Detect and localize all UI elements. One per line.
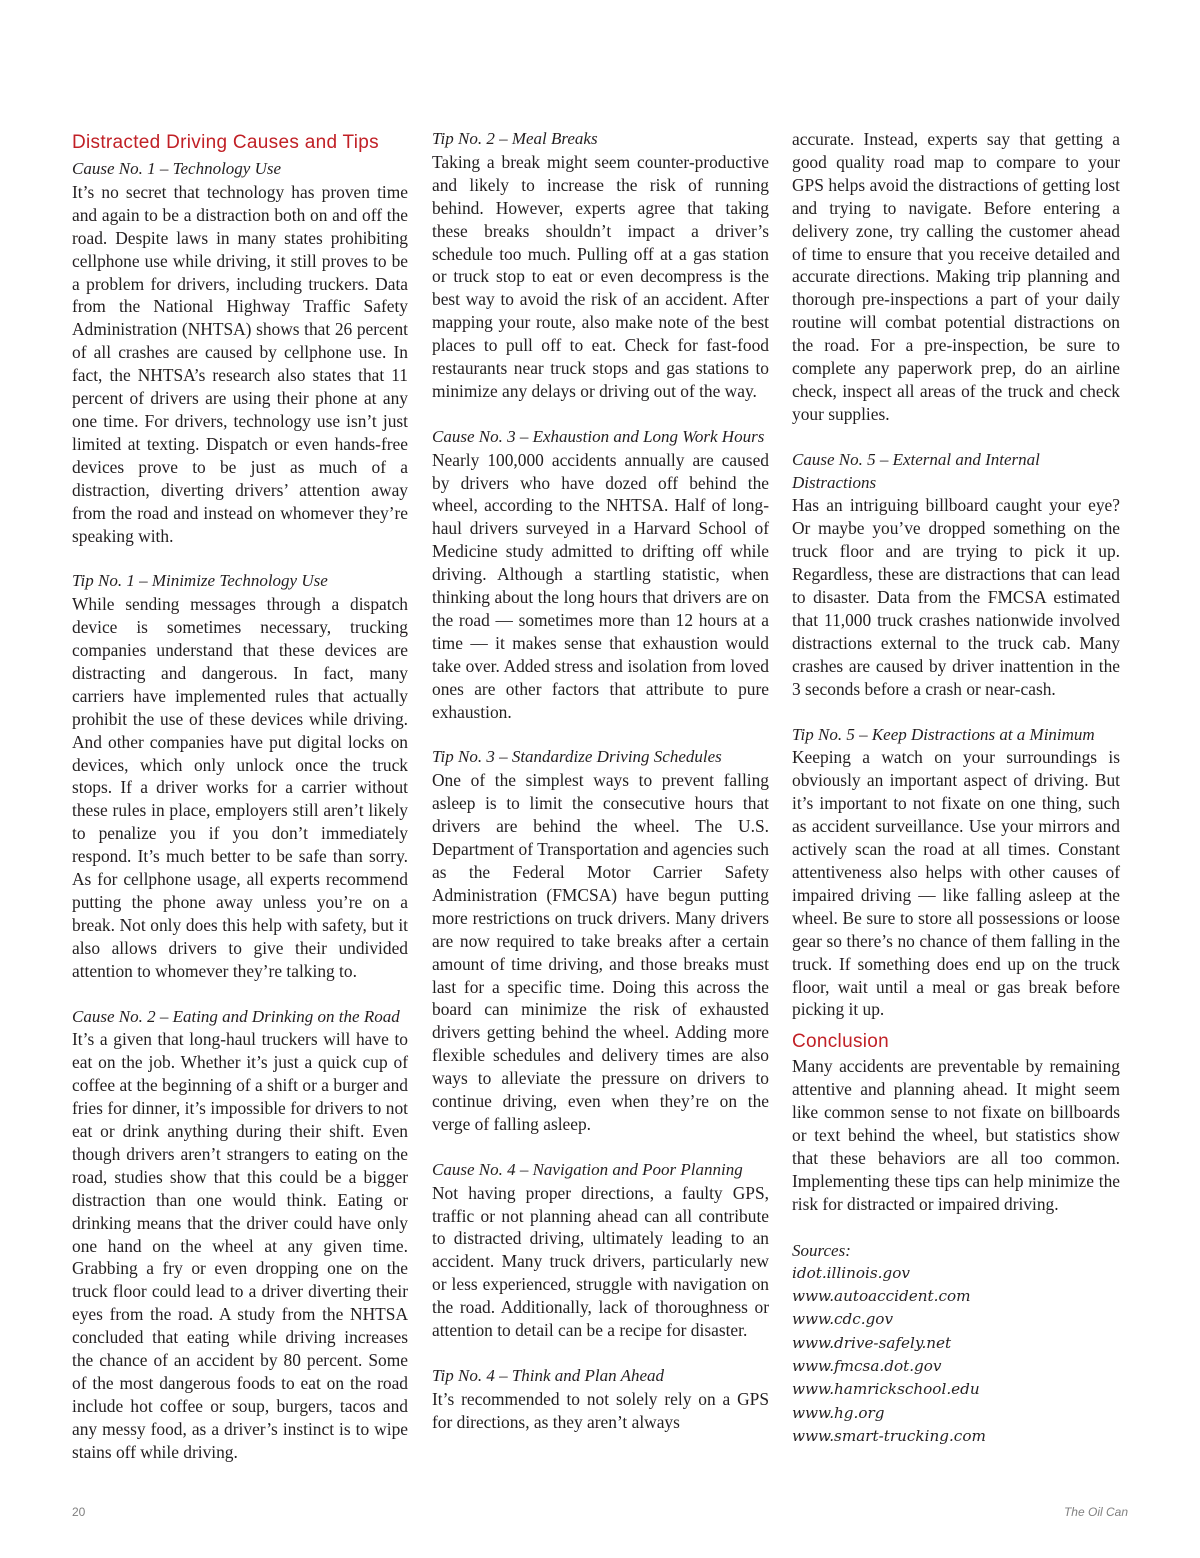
subheading: Tip No. 4 – Think and Plan Ahead <box>432 1365 665 1385</box>
paragraph-spacer <box>432 1342 769 1365</box>
paragraph-spacer <box>432 1136 769 1159</box>
body-paragraph: It’s a given that long-haul truckers will have to eat on the job. Whether it’s just a quick cup of coffee at the beginning of a shift or a burger and fries for dinner, it’s impossible for drivers to not eat or drink anything during their shift. Even though drivers aren’t strangers to eating on the road, studies show that this could be a bigger distraction than one would think. Eating or drinking means that the driver could have only one hand on the wheel at any given time. Grabbing a fry or even dropping one on the truck floor could lead to a driver diverting their eyes from the road. A study from the NHTSA concluded that eating while driving increases the chance of an accident by 80 percent. Some of the most dangerous foods to eat on the road include hot coffee or soup, burgers, tacos and any messy food, as a driver’s instinct is to wipe stains off while driving. <box>72 1029 408 1462</box>
source-link: www.hg.org <box>792 1403 885 1422</box>
publication-name: The Oil Can <box>1063 1505 1128 1519</box>
paragraph-spacer <box>432 724 769 747</box>
sources-label: Sources: <box>792 1240 851 1260</box>
body-paragraph: One of the simplest ways to prevent falling asleep is to limit the consecutive hours that drivers are behind the wheel. The U.S. Department of Transportation and agencies such as the Federal Motor Carrier Safety Administration (FMCSA) have begun putting more restrictions on truck drivers. Many drivers are now required to take breaks after a certain amount of time driving, and those breaks must last for a specific time. Doing this across the board can minimize the risk of exhausted drivers getting behind the wheel. Adding more flexible schedules and delivery times are also ways to alleviate the pressure on drivers to continue driving, even when they’re on the verge of falling asleep. <box>432 770 769 1134</box>
body-paragraph: It’s no secret that technology has proven time and again to be a distraction both on and off the road. Despite laws in many states prohibiting cellphone use while driving, it still proves to be a problem for drivers, including truckers. Data from the National Highway Traffic Safety Administration (NHTSA) shows that 26 percent of all crashes are caused by cellphone use. In fact, the NHTSA’s research also states that 11 percent of drivers are using their phone at any one time. For drivers, technology use isn’t just limited at texting. Dispatch or even hands-free devices prove to be just as much of a distraction, diverting drivers’ attention away from the road and instead on whomever they’re speaking with. <box>72 181 408 546</box>
column-2 <box>432 128 769 1434</box>
source-link: www.smart-trucking.com <box>792 1426 986 1445</box>
body-paragraph: While sending messages through a dispatch device is sometimes necessary, trucking companies understand that these devices are distracting and dangerous. In fact, many carriers have implemented rules that actually prohibit the use of these devices while driving. And other companies have put digital locks on devices, which only unlock once the truck stops. If a driver works for a carrier without these rules in place, employers still aren’t likely to penalize you if you don’t immediately respond. It’s much better to be safe than sorry. As for cellphone usage, all experts recommend putting the phone away unless you’re on a break. Not only does this help with safety, but it also allows drivers to give their undivided attention to whomever they’re talking to. <box>72 594 408 981</box>
body-paragraph: Taking a break might seem counter-productive and likely to increase the risk of running behind. However, experts agree that taking these breaks shouldn’t impact a driver’s schedule too much. Pulling off at a gas station or truck stop to eat or even decompress is the best way to avoid the risk of an accident. After mapping your route, also make note of the best places to pull off to eat. Check for fast-food restaurants near truck stops and gas stations to minimize any delays or driving out of the way. <box>432 151 769 401</box>
subheading: Tip No. 5 – Keep Distractions at a Minimum <box>792 724 1095 744</box>
conclusion-paragraph: Many accidents are preventable by remaining attentive and planning ahead. It might seem like common sense to not fixate on billboards or text behind the wheel, but statistics show that these behaviors are all too common. Implementing these tips can help minimize the risk for distracted or impaired driving. <box>792 1056 1120 1214</box>
source-link: www.cdc.gov <box>792 1310 894 1329</box>
source-link: www.autoaccident.com <box>792 1287 971 1306</box>
paragraph-spacer <box>432 403 769 426</box>
body-paragraph: Not having proper directions, a faulty GPS, traffic or not planning ahead can all contribute to distracted driving, ultimately leading to an accident. Many truck drivers, particularly new or less experienced, struggle with navigation on the road. Additionally, lack of thoroughness or attention to detail can be a recipe for disaster. <box>432 1182 769 1341</box>
paragraph-spacer <box>72 983 408 1006</box>
paragraph-spacer <box>72 547 408 570</box>
paragraph-spacer <box>792 701 1120 724</box>
body-paragraph: accurate. Instead, experts say that getting a good quality road map to compare to your GPS helps avoid the distractions of getting lost and trying to navigate. Before entering a delivery zone, try calling the customer ahead of time to ensure that you receive detailed and accurate directions. Making trip planning and thorough pre-inspections a part of your daily routine will combat potential distractions on the road. For a pre-inspection, be sure to complete any paperwork prep, do an airline check, inspect all areas of the truck and check your supplies. <box>792 129 1120 424</box>
source-link: www.hamrickschool.edu <box>792 1380 980 1399</box>
subheading: Cause No. 1 – Technology Use <box>72 159 282 178</box>
conclusion-heading: Conclusion <box>792 1031 889 1053</box>
subheading: Tip No. 1 – Minimize Technology Use <box>72 571 328 591</box>
body-paragraph: Nearly 100,000 accidents annually are caused by drivers who have dozed off behind the wheel, according to the NHTSA. Half of long-haul drivers surveyed in a Harvard School of Medicine study admitted to drifting off while driving. Although a startling statistic, when thinking about the long hours that drivers are on the road — sometimes more than 12 hours at a time — it makes sense that exhaustion would take over. Added stress and isolation from loved ones are other factors that attribute to pure exhaustion. <box>432 449 769 722</box>
subheading: Cause No. 2 – Eating and Drinking on the Road <box>72 1006 400 1026</box>
paragraph-spacer <box>792 426 1120 449</box>
body-paragraph: Keeping a watch on your surroundings is obviously an important aspect of driving. But it’s important to not fixate on one thing, such as accident surveillance. Use your mirrors and actively scan the road at all times. Constant attentiveness also helps with other causes of impaired driving — like falling asleep at the wheel. Be sure to store all possessions or loose gear so there’s no chance of them falling in the truck. If something does end up on the truck floor, wait until a meal or gas break before picking it up. <box>792 747 1120 1020</box>
source-link: www.fmcsa.dot.gov <box>792 1357 942 1376</box>
subheading: Tip No. 2 – Meal Breaks <box>432 129 598 148</box>
source-link: idot.illinois.gov <box>792 1263 910 1282</box>
subheading: Cause No. 3 – Exhaustion and Long Work Hours <box>432 426 765 446</box>
column-3 <box>792 128 1120 1448</box>
body-paragraph: Has an intriguing billboard caught your eye? Or maybe you’ve dropped something on the truck floor and are trying to pick it up. Regardless, these are distractions that can lead to disaster. Data from the FMCSA estimated that 11,000 truck crashes nationwide involved distractions external to the truck cab. Many crashes are caused by driver inattention in the 3 seconds before a crash or near-cash. <box>792 495 1120 699</box>
body-paragraph: It’s recommended to not solely rely on a GPS for directions, as they aren’t always <box>432 1388 769 1432</box>
subheading: Cause No. 4 – Navigation and Poor Planning <box>432 1159 743 1179</box>
column-1 <box>72 128 408 1464</box>
paragraph-spacer <box>792 1216 1120 1239</box>
subheading: Tip No. 3 – Standardize Driving Schedules <box>432 747 722 767</box>
page-number: 20 <box>72 1505 86 1519</box>
article-title: Distracted Driving Causes and Tips <box>72 132 379 153</box>
subheading: Cause No. 5 – External and Internal Distractions <box>792 449 1040 492</box>
source-link: www.drive-safely.net <box>792 1333 952 1352</box>
